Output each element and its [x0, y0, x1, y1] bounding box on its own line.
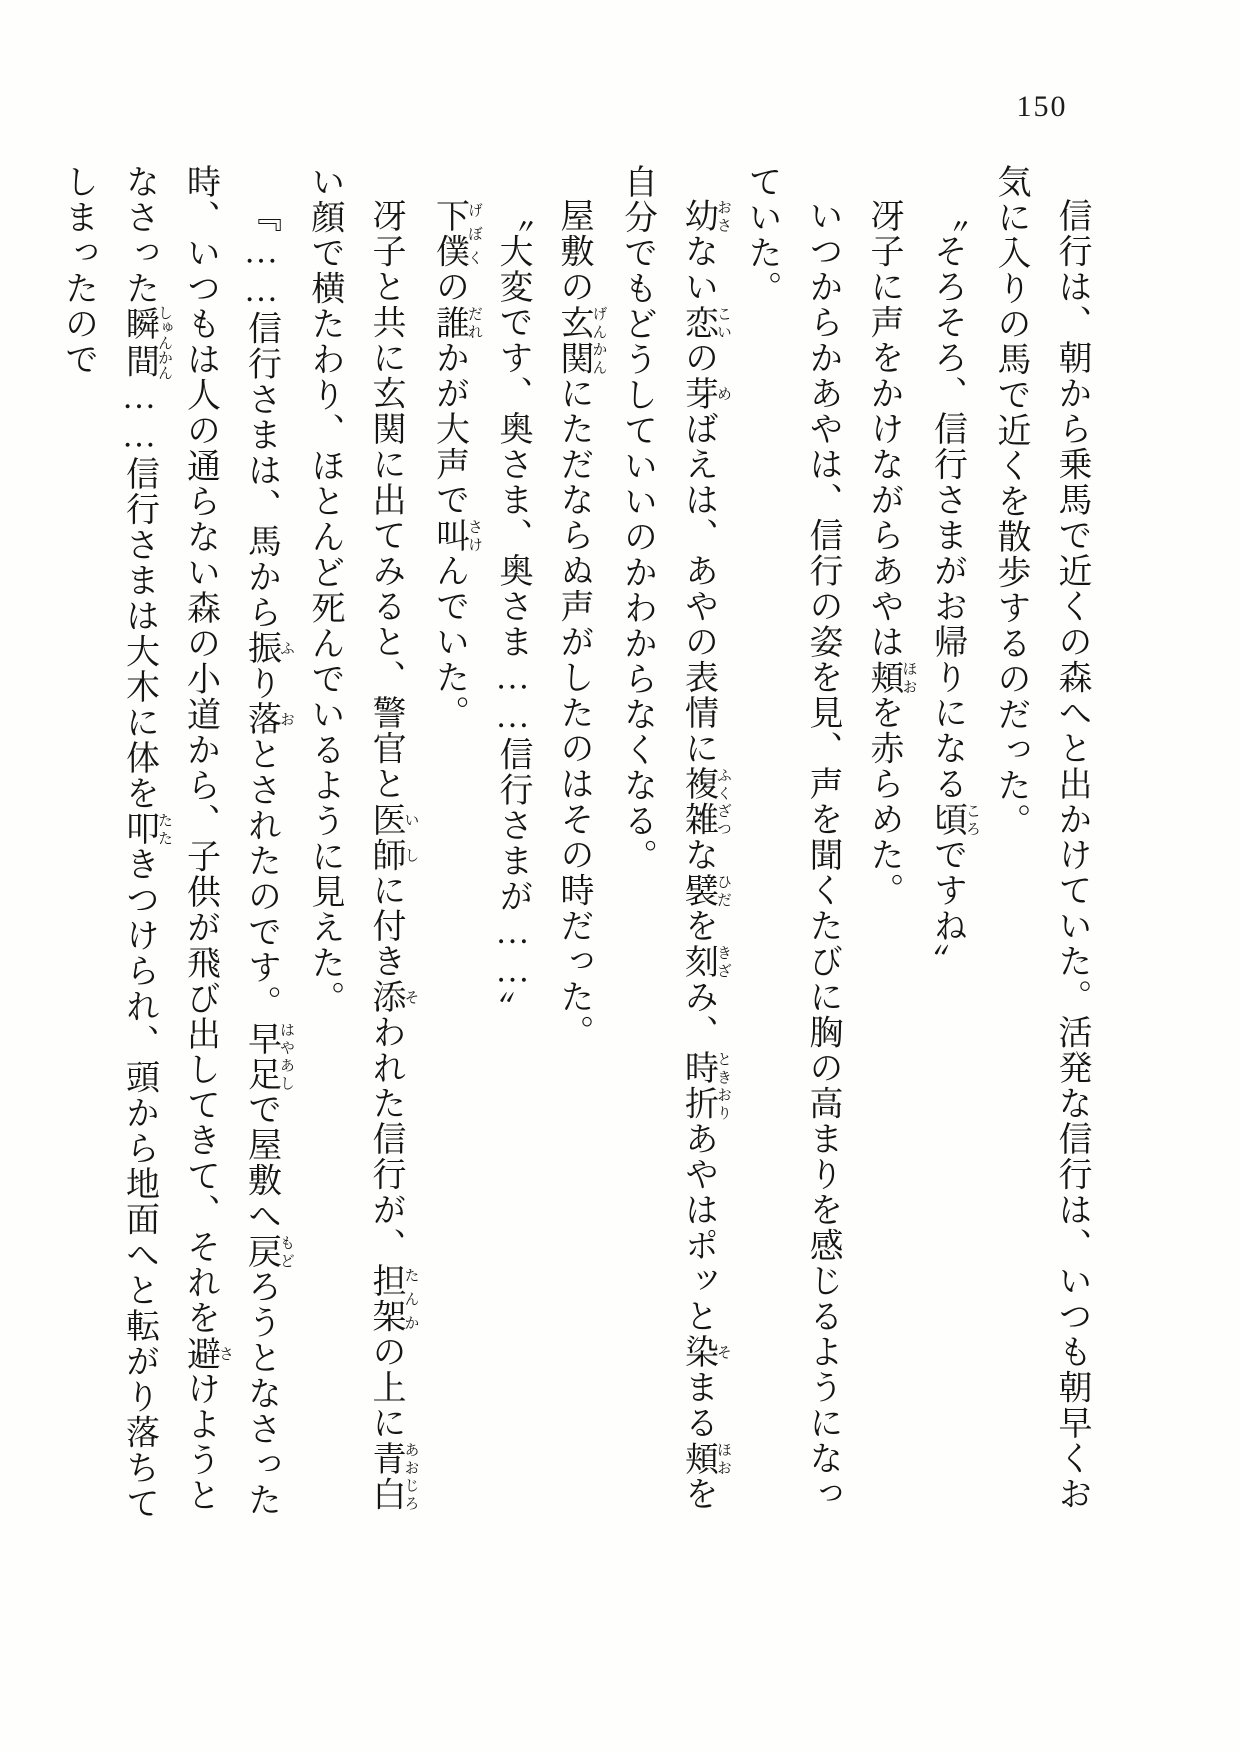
ruby-annotation: 恋こい: [679, 304, 731, 340]
furigana: お: [278, 701, 294, 737]
paragraph: 幼おさない恋こいの芽めばえは、あやの表情に複雑ふくざつな襞ひだを刻きざみ、時折ときおりあやはポッと染そまる頬ほおを自分でもどうしていいのかわからなくなる。: [618, 164, 731, 1512]
furigana: さけ: [466, 517, 482, 553]
furigana: こい: [715, 304, 731, 340]
ruby-annotation: 頬ほお: [865, 659, 917, 695]
furigana: ころ: [964, 801, 980, 837]
ruby-annotation: 襞ひだ: [679, 872, 731, 908]
ruby-annotation: 戻もど: [242, 1233, 294, 1269]
ruby-annotation: 叫さけ: [430, 517, 482, 553]
furigana: ふくざつ: [715, 766, 731, 837]
ruby-annotation: 振ふ: [242, 630, 294, 666]
ruby-annotation: 玄関げんかん: [555, 304, 607, 376]
furigana: たんか: [402, 1263, 419, 1334]
furigana: め: [715, 375, 731, 411]
paragraph: 冴子と共に玄関に出てみると、警官と医師いしに付き添そわれた信行が、担架たんかの上に青白あおじろい顔で横たわり、ほとんど死んでいるように見えた。: [306, 164, 419, 1512]
ruby-annotation: 誰だれ: [430, 304, 482, 340]
furigana: げぼく: [466, 198, 482, 269]
ruby-annotation: 避さ: [181, 1335, 233, 1371]
furigana: おさ: [715, 198, 731, 234]
furigana: ほお: [900, 659, 917, 695]
paragraph: 〝大変です、奥さま、奥さま……信行さまが……〟: [494, 198, 531, 1027]
text-body: [59, 164, 1102, 1546]
paragraph: 屋敷の玄関げんかんにただならぬ声がしたのはその時だった。: [555, 198, 607, 1050]
ruby-annotation: 医師いし: [367, 801, 419, 873]
furigana: だれ: [466, 304, 482, 340]
ruby-annotation: 刻きざ: [679, 943, 731, 979]
ruby-annotation: 瞬間しゅんかん: [120, 305, 172, 380]
ruby-annotation: 担架たんか: [367, 1263, 419, 1334]
furigana: げんかん: [590, 304, 607, 376]
furigana: きざ: [715, 943, 731, 979]
ruby-annotation: 芽め: [679, 375, 731, 411]
furigana: いし: [402, 801, 419, 873]
ruby-annotation: 叩たた: [120, 811, 172, 847]
ruby-annotation: 落お: [242, 701, 294, 737]
furigana: ふ: [278, 630, 294, 666]
ruby-annotation: 早足はやあし: [242, 1020, 294, 1092]
furigana: ほお: [715, 1440, 731, 1476]
ruby-annotation: 下僕げぼく: [430, 198, 482, 269]
ruby-annotation: 青白あおじろ: [367, 1440, 419, 1512]
furigana: しゅんかん: [156, 305, 172, 380]
paragraph: 冴子に声をかけながらあやは頬ほおを赤らめた。: [865, 198, 917, 908]
paragraph: 〝そろそろ、信行さまがお帰りになる頃ころですね〟: [928, 198, 980, 979]
ruby-annotation: 頬ほお: [679, 1440, 731, 1476]
page-number: 150: [1016, 90, 1068, 123]
furigana: もど: [278, 1233, 294, 1269]
ruby-annotation: 複雑ふくざつ: [679, 766, 731, 837]
paragraph: 下僕げぼくの誰だれかが大声で叫さけんでいた。: [430, 198, 482, 731]
furigana: はやあし: [278, 1020, 294, 1092]
ruby-annotation: 添そ: [367, 979, 419, 1015]
paragraph: 信行は、朝から乗馬で近くの森へと出かけていた。活発な信行は、いつも朝早くお気に入りの馬で近くを散歩するのだった。: [992, 164, 1090, 1512]
furigana: さ: [217, 1335, 233, 1371]
ruby-annotation: 頃ころ: [928, 801, 980, 837]
ruby-annotation: 時折ときおり: [679, 1050, 731, 1121]
furigana: そ: [402, 979, 419, 1015]
paragraph: 『……信行さまは、馬から振ふり落おとされたのです。早足はやあしで屋敷へ戻もどろうとなさった時、いつもは人の通らない森の小道から、子供が飛び出してきて、それを避さけようとなさった瞬間しゅんかん……信行さまは大木に体を叩たたきつけられ、頭から地面へと転がり落ちてしまったので: [59, 164, 294, 1521]
furigana: たた: [156, 811, 172, 847]
ruby-annotation: 染そ: [679, 1334, 731, 1370]
furigana: ひだ: [715, 872, 731, 908]
furigana: ときおり: [715, 1050, 731, 1121]
furigana: そ: [715, 1334, 731, 1370]
ruby-annotation: 幼おさ: [679, 198, 731, 234]
paragraph: いつからかあやは、信行の姿を見、声を聞くたびに胸の高まりを感じるようになっていた。: [743, 164, 841, 1512]
furigana: あおじろ: [402, 1440, 419, 1512]
